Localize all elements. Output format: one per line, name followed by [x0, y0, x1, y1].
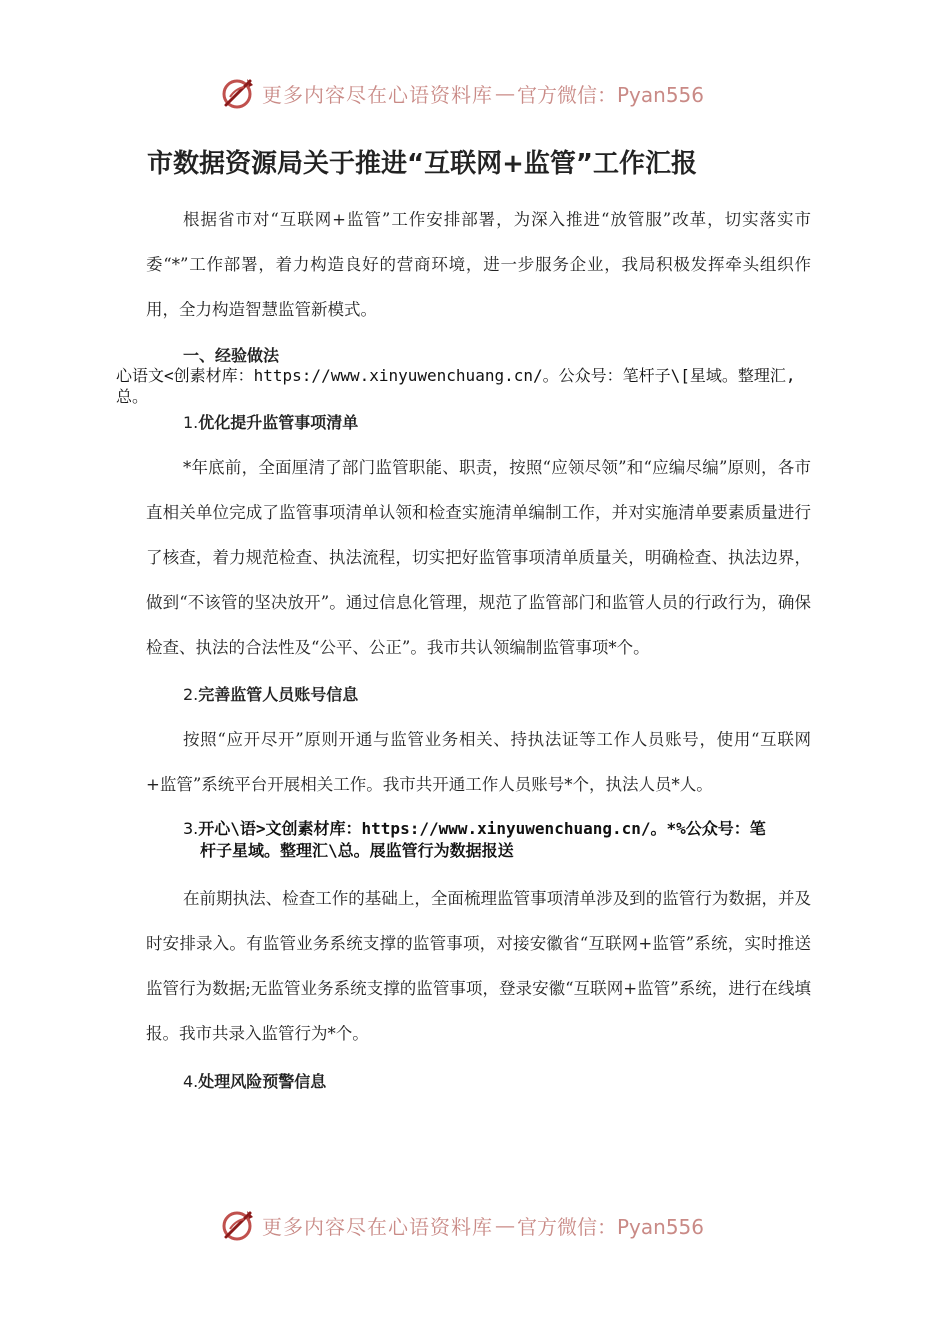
- item-heading-2: [183, 682, 358, 705]
- item-heading-4: [183, 1069, 326, 1092]
- item-number: 4.: [183, 1072, 199, 1091]
- watermark-note: 心语文<创素材库：https://www.xinyuwenchuang.cn/。公众号：笔杆子\[星域。整理汇,总。: [116, 366, 796, 406]
- item-body-2: 按照“应开尽开”原则开通与监管业务相关、持执法证等工作人员账号，使用“互联网+监管”系统平台开展相关工作。我市共开通工作人员账号*个，执法人员*人。: [146, 730, 811, 794]
- intro-paragraph: 根据省市对“互联网+监管”工作安排部署，为深入推进“放管服”改革，切实落实市委“*”工作部署，着力构造良好的营商环境，进一步服务企业，我局积极发挥牵头组织作用，全力构造智慧监管新模式。: [146, 210, 811, 319]
- banner-dash: —: [495, 81, 515, 105]
- item-heading-1: [183, 410, 358, 433]
- item-body-1: *年底前，全面厘清了部门监管职能、职责，按照“应领尽领”和“应编尽编”原则，各市直相关单位完成了监管事项清单认领和检查实施清单编制工作，并对实施清单要素质量进行了核查，着力规范检查、执法流程，切实把好监管事项清单质量关，明确检查、执法边界，做到“不该管的坚决放开”。通过信息化管理，规范了监管部门和监管人员的行政行为，确保检查、执法的合法性及“公平、公正”。我市共认领编制监管事项*个。: [146, 458, 811, 657]
- item-number: 2.: [183, 685, 199, 704]
- footer-banner: [220, 1205, 780, 1245]
- pen-logo-icon: [220, 1207, 256, 1243]
- item-title-line2: 杆子星域。整理汇\总。展监管行为数据报送: [200, 841, 514, 860]
- banner-wechat: 官方微信：Pyan556: [517, 82, 705, 107]
- banner-text: 更多内容尽在心语资料库: [262, 1214, 493, 1239]
- item-title-line1: 开心\语>文创素材库：https://www.xinyuwenchuang.cn/。*%公众号：笔: [198, 819, 766, 838]
- item-title: 优化提升监管事项清单: [198, 413, 359, 432]
- page-title: 市数据资源局关于推进“互联网+监管”工作汇报: [147, 149, 697, 179]
- banner-dash: —: [495, 1213, 515, 1237]
- pen-logo-icon: [220, 75, 256, 111]
- item-number: 3.: [183, 819, 199, 838]
- section-heading-experience: 一、经验做法: [183, 346, 280, 365]
- banner-text: 更多内容尽在心语资料库: [262, 82, 493, 107]
- header-banner: [220, 73, 780, 113]
- item-title: 处理风险预警信息: [198, 1072, 327, 1091]
- item-number: 1.: [183, 413, 199, 432]
- item-heading-3: [183, 818, 823, 862]
- item-title: 完善监管人员账号信息: [198, 685, 359, 704]
- banner-wechat: 官方微信：Pyan556: [517, 1214, 705, 1239]
- item-body-3: 在前期执法、检查工作的基础上，全面梳理监管事项清单涉及到的监管行为数据，并及时安排录入。有监管业务系统支撑的监管事项，对接安徽省“互联网+监管”系统，实时推送监管行为数据;无监管业务系统支撑的监管事项，登录安徽“互联网+监管”系统，进行在线填报。我市共录入监管行为*个。: [146, 889, 811, 1043]
